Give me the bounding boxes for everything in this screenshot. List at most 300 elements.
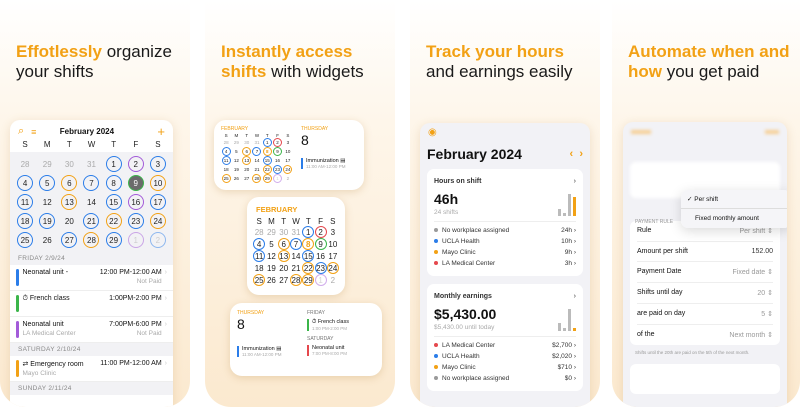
event-row[interactable]	[10, 317, 173, 343]
day-number: 1	[315, 274, 327, 286]
headline-text: Instantly access	[221, 42, 353, 61]
row-value[interactable]: Next month ⇕	[729, 332, 773, 339]
calendar-day[interactable]	[147, 194, 169, 210]
calendar-day[interactable]	[327, 274, 339, 286]
breakdown-row[interactable]	[434, 225, 576, 236]
calendar-day[interactable]	[252, 147, 262, 156]
calendar-day[interactable]	[314, 226, 326, 238]
breakdown-value: 9h ›	[564, 249, 576, 256]
form-row[interactable]	[637, 304, 773, 325]
weekday-label: W	[292, 217, 300, 226]
card-title: Hours on shift	[434, 178, 482, 185]
headline-text: and earnings easily	[426, 62, 573, 81]
calendar-day[interactable]	[147, 156, 169, 172]
calendar-day[interactable]	[278, 262, 290, 274]
section-header: SUNDAY 2/11/24	[10, 382, 173, 395]
event-time-info	[100, 360, 161, 377]
weekday-label: S	[155, 140, 161, 149]
event-title: Neonatal unit	[22, 321, 64, 328]
breakdown-value: $0 ›	[564, 375, 576, 382]
eye-icon[interactable]: ◉	[428, 127, 437, 138]
day-number: 18	[254, 263, 264, 273]
mini-bar-chart	[558, 309, 576, 331]
day-number: 20	[64, 216, 74, 226]
workplace-name: Mayo Clinic	[434, 364, 476, 371]
card-header	[434, 291, 576, 302]
calendar-day[interactable]	[80, 232, 102, 248]
day-number: 16	[275, 158, 281, 163]
calendar-day[interactable]	[231, 156, 241, 165]
chevron-right-icon[interactable]: ›	[164, 360, 167, 367]
calendar-day[interactable]	[253, 226, 265, 238]
calendar-day[interactable]	[278, 274, 290, 286]
event-time: 7:00PM-6:00 PM	[109, 321, 162, 328]
chart-bar	[558, 323, 561, 331]
calendar-day[interactable]	[103, 194, 125, 210]
workplace-dot	[434, 354, 438, 358]
calendar-day[interactable]	[80, 175, 102, 191]
day-number: 19	[39, 213, 55, 229]
day-number: 12	[233, 158, 239, 163]
prev-month-chevron-icon[interactable]: ‹	[569, 148, 574, 160]
form-row[interactable]	[637, 283, 773, 304]
day-number: 5	[39, 175, 55, 191]
chart-bar	[558, 209, 561, 216]
day-number: 7	[290, 238, 302, 250]
	[434, 302, 496, 331]
workplace-dot	[434, 250, 438, 254]
day-number: 25	[254, 275, 264, 285]
calendar-day[interactable]	[103, 213, 125, 229]
calendar-day[interactable]	[272, 147, 282, 156]
row-label: are paid on day	[637, 310, 686, 317]
day-number: 15	[264, 158, 270, 163]
earnings-card[interactable]	[427, 284, 583, 391]
chevron-right-icon[interactable]: ›	[164, 321, 167, 328]
calendar-day[interactable]	[125, 194, 147, 210]
form-row[interactable]	[637, 262, 773, 283]
chevron-right-icon[interactable]: ›	[573, 293, 576, 300]
calendar-day[interactable]	[80, 156, 102, 172]
weekday-label: M	[234, 133, 239, 138]
event-time: 7:00 PM-8:00 PM	[312, 351, 348, 356]
day-number: 14	[254, 158, 260, 163]
day-number: 28	[83, 232, 99, 248]
calendar-day[interactable]	[36, 175, 58, 191]
event-row[interactable]	[10, 291, 173, 317]
day-number: 29	[264, 176, 270, 181]
calendar-day[interactable]	[14, 194, 36, 210]
workplace-name: UCLA Health	[434, 353, 480, 360]
calendar-day[interactable]	[36, 194, 58, 210]
workplace-name: LA Medical Center	[434, 260, 495, 267]
calendar-day[interactable]	[283, 138, 293, 147]
calendar-day[interactable]	[221, 138, 231, 147]
calendar-day[interactable]	[290, 250, 302, 262]
small-widget[interactable]	[247, 197, 345, 295]
weekday-label: F	[318, 217, 323, 226]
calendar-day[interactable]	[290, 226, 302, 238]
calendar-day[interactable]	[283, 165, 293, 174]
calendar-day[interactable]	[242, 147, 252, 156]
calendar-day[interactable]	[265, 226, 277, 238]
day-number: 23	[128, 213, 144, 229]
event-info	[23, 360, 101, 377]
calendar-day[interactable]	[252, 174, 262, 183]
chevron-right-icon[interactable]: ›	[573, 178, 576, 185]
day-number: 6	[61, 175, 77, 191]
card-value: $5,430.00	[434, 306, 497, 322]
calendar-day[interactable]	[314, 238, 326, 250]
earnings-screen	[420, 123, 590, 407]
calendar-day[interactable]	[221, 147, 231, 156]
row-value[interactable]: 152.00	[751, 248, 773, 255]
calendar-day[interactable]	[252, 156, 262, 165]
day-number: 12	[42, 197, 52, 207]
weekday-label: M	[268, 217, 275, 226]
calendar-day[interactable]	[80, 194, 102, 210]
section-label: PAYMENT RULE	[635, 219, 674, 225]
day-number: 2	[286, 176, 290, 181]
thursday-day: 8	[301, 132, 309, 148]
panel-earnings	[410, 0, 600, 407]
thursday-day: 8	[237, 316, 245, 332]
calendar-day[interactable]	[58, 213, 80, 229]
calendar-day[interactable]	[231, 147, 241, 156]
section-header: FRIDAY 2/9/24	[10, 252, 173, 265]
row-label: Shifts until day	[637, 289, 683, 296]
breakdown-row[interactable]	[434, 247, 576, 258]
day-number: 27	[244, 176, 250, 181]
calendar-screen	[10, 120, 173, 407]
payment-screen	[623, 122, 787, 407]
calendar-day[interactable]	[302, 226, 314, 238]
calendar-day[interactable]	[36, 156, 58, 172]
day-number: 12	[266, 251, 276, 261]
calendar-day[interactable]	[253, 250, 265, 262]
saturday-label: SATURDAY	[307, 336, 334, 342]
calendar-day[interactable]	[58, 175, 80, 191]
payment-status: Not Paid	[136, 278, 162, 285]
calendar-day[interactable]	[221, 174, 231, 183]
payment-status: Not Paid	[136, 330, 162, 337]
calendar-day[interactable]	[36, 232, 58, 248]
weekday-label: T	[281, 217, 287, 226]
calendar-day[interactable]	[272, 174, 282, 183]
day-number: 23	[316, 263, 326, 273]
large-widget[interactable]	[230, 303, 382, 376]
day-number: 4	[17, 175, 33, 191]
rule-dropdown-menu	[681, 190, 787, 228]
event-time: 11:00 AM-12:00 PM	[306, 164, 346, 169]
calendar-day[interactable]	[252, 165, 262, 174]
chevron-right-icon[interactable]: ›	[164, 269, 167, 276]
day-number: 28	[254, 227, 264, 237]
calendar-day[interactable]	[262, 138, 272, 147]
calendar-day[interactable]	[103, 232, 125, 248]
calendar-day[interactable]	[290, 238, 302, 250]
filter-icon[interactable]: ≡	[31, 126, 37, 137]
chart-bar	[573, 197, 576, 216]
calendar-day[interactable]	[231, 138, 241, 147]
day-number: 10	[150, 175, 166, 191]
breakdown-row[interactable]	[434, 258, 576, 269]
calendar-day[interactable]	[262, 156, 272, 165]
day-number: 13	[244, 158, 250, 163]
row-value[interactable]: Per shift ⇕	[739, 228, 773, 235]
day-number: 4	[253, 238, 265, 250]
event-time-info	[100, 269, 162, 286]
menu-item-fixed-monthly[interactable]: Fixed monthly amount	[695, 215, 759, 222]
card-value: 46h	[434, 191, 459, 207]
weekday-label: F	[276, 133, 279, 138]
event-color-bar	[16, 321, 19, 338]
weekday-label: F	[133, 140, 139, 149]
calendar-day[interactable]	[253, 262, 265, 274]
day-number: 3	[286, 140, 290, 145]
calendar-day[interactable]	[242, 138, 252, 147]
calendar-day[interactable]	[272, 138, 282, 147]
menu-item-per-shift[interactable]: ✓ Per shift	[681, 190, 787, 209]
breakdown-value: $2,700 ›	[552, 342, 576, 349]
day-number: 25	[17, 232, 33, 248]
calendar-day[interactable]	[262, 147, 272, 156]
event-title: ⏱ French class	[22, 295, 70, 302]
calendar-day[interactable]	[58, 194, 80, 210]
breakdown-row[interactable]	[434, 236, 576, 247]
calendar-day[interactable]	[125, 232, 147, 248]
calendar-day[interactable]	[283, 156, 293, 165]
day-number: 10	[328, 239, 338, 249]
calendar-day[interactable]	[302, 274, 314, 286]
calendar-day[interactable]	[302, 262, 314, 274]
calendar-day[interactable]	[327, 226, 339, 238]
calendar-day[interactable]	[278, 250, 290, 262]
calendar-day[interactable]	[265, 238, 277, 250]
day-number: 26	[42, 235, 52, 245]
day-number: 19	[266, 263, 276, 273]
weekday-label: W	[254, 133, 260, 138]
day-number: 1	[128, 232, 144, 248]
weekday-label: T	[245, 133, 249, 138]
day-number: 16	[128, 194, 144, 210]
calendar-day[interactable]	[327, 238, 339, 250]
panel-payment	[612, 0, 800, 407]
calendar-day[interactable]	[314, 250, 326, 262]
event-row[interactable]	[10, 356, 173, 382]
calendar-day[interactable]	[14, 156, 36, 172]
weekday-label: S	[286, 133, 290, 138]
event-row[interactable]	[10, 265, 173, 291]
day-number: 3	[330, 227, 336, 237]
calendar-day[interactable]	[272, 165, 282, 174]
headline-text: organize	[101, 42, 172, 61]
day-number: 29	[233, 140, 239, 145]
calendar-day[interactable]	[265, 274, 277, 286]
payment-rule-group	[630, 221, 780, 345]
day-number: 13	[61, 194, 77, 210]
calendar-day[interactable]	[290, 262, 302, 274]
breakdown-value: $2,020 ›	[552, 353, 576, 360]
day-number: 29	[42, 159, 52, 169]
form-row[interactable]	[637, 242, 773, 262]
event-title: ⇄ Emergency room	[22, 361, 84, 368]
month-grid	[10, 152, 173, 252]
event-location: LA Medical Center	[22, 330, 76, 337]
hours-card[interactable]	[427, 169, 583, 276]
card-summary	[434, 302, 576, 337]
calendar-day[interactable]	[262, 165, 272, 174]
	[434, 187, 458, 216]
breakdown-value: 10h ›	[561, 238, 576, 245]
calendar-day[interactable]	[231, 165, 241, 174]
day-number: 28	[223, 140, 229, 145]
calendar-day[interactable]	[265, 262, 277, 274]
calendar-day[interactable]	[147, 175, 169, 191]
day-number: 5	[235, 149, 238, 154]
calendar-day[interactable]	[302, 250, 314, 262]
event-location: Mayo Clinic	[22, 370, 57, 377]
day-number: 16	[316, 251, 326, 261]
day-number: 24	[328, 263, 338, 273]
breakdown-row[interactable]	[434, 362, 576, 373]
row-value[interactable]: Fixed date ⇕	[732, 269, 773, 276]
day-number: 8	[263, 147, 272, 156]
weekday-label: M	[43, 140, 51, 149]
event-info	[23, 269, 100, 286]
day-number: 28	[254, 176, 260, 181]
calendar-day[interactable]	[80, 213, 102, 229]
row-label: of the	[637, 331, 655, 338]
calendar-day[interactable]	[147, 232, 169, 248]
event-color-bar	[16, 295, 19, 312]
calendar-day[interactable]	[14, 213, 36, 229]
calendar-day[interactable]	[147, 213, 169, 229]
calendar-day[interactable]	[242, 174, 252, 183]
day-number: 29	[303, 275, 313, 285]
row-label: Amount per shift	[637, 248, 688, 255]
chart-bar	[563, 328, 566, 331]
calendar-day[interactable]	[314, 274, 326, 286]
breakdown-row[interactable]	[434, 373, 576, 384]
card-subtitle: 24 shifts	[434, 209, 459, 216]
workplace-dot	[434, 343, 438, 347]
chart-bar	[563, 213, 566, 216]
calendar-day[interactable]	[58, 232, 80, 248]
calendar-day[interactable]	[103, 175, 125, 191]
event-title: Immunization ▤	[242, 346, 282, 352]
headline-text: Automate when and	[628, 42, 790, 61]
event-time: 11:00 AM-12:00 PM	[242, 352, 282, 357]
search-icon[interactable]: ⌕	[18, 125, 25, 137]
calendar-day[interactable]	[125, 156, 147, 172]
calendar-day[interactable]	[14, 232, 36, 248]
calendar-day[interactable]	[221, 156, 231, 165]
calendar-day[interactable]	[252, 138, 262, 147]
calendar-day[interactable]	[314, 262, 326, 274]
next-month-chevron-icon[interactable]: ›	[579, 148, 583, 160]
card-header	[434, 176, 576, 187]
day-number: 17	[285, 158, 291, 163]
workplace-name: UCLA Health	[434, 238, 480, 245]
medium-widget[interactable]	[214, 120, 364, 190]
calendar-day[interactable]	[242, 165, 252, 174]
calendar-day[interactable]	[302, 238, 314, 250]
calendar-day[interactable]	[327, 262, 339, 274]
chart-bar	[568, 309, 571, 331]
calendar-day[interactable]	[283, 174, 293, 183]
thursday-label: THURSDAY	[301, 126, 329, 132]
chart-bar	[573, 328, 576, 331]
calendar-day[interactable]	[14, 175, 36, 191]
calendar-day[interactable]	[253, 238, 265, 250]
weekday-label: T	[305, 217, 311, 226]
notes-field[interactable]	[630, 364, 780, 394]
day-number: 2	[128, 156, 144, 172]
chevron-right-icon[interactable]: ›	[164, 295, 167, 302]
row-value[interactable]: 5 ⇕	[761, 311, 773, 318]
month-title: February 2024	[59, 127, 115, 136]
calendar-day[interactable]	[58, 156, 80, 172]
event-time: 11:00 PM-12:00 AM	[100, 360, 162, 367]
calendar-day[interactable]	[283, 147, 293, 156]
day-number: 28	[291, 275, 301, 285]
calendar-day[interactable]	[36, 213, 58, 229]
friday-label: FRIDAY	[307, 310, 325, 316]
calendar-day[interactable]	[231, 174, 241, 183]
event-title: Neonatal unit -	[22, 269, 69, 276]
day-number: 21	[291, 263, 301, 273]
calendar-day[interactable]	[327, 250, 339, 262]
calendar-day[interactable]	[290, 274, 302, 286]
form-row[interactable]	[637, 325, 773, 345]
day-number: 22	[303, 263, 313, 273]
day-number: 20	[244, 167, 250, 172]
card-subtitle: $5,430.00 until today	[434, 324, 495, 331]
plus-icon[interactable]: +	[157, 124, 165, 139]
breakdown-row[interactable]	[434, 351, 576, 362]
row-value[interactable]: 20 ⇕	[757, 290, 773, 297]
day-number: 27	[279, 275, 289, 285]
calendar-day[interactable]	[278, 238, 290, 250]
calendar-day[interactable]	[265, 250, 277, 262]
calendar-day[interactable]	[221, 165, 231, 174]
day-number: 5	[269, 239, 274, 249]
calendar-day[interactable]	[262, 174, 272, 183]
row-label: Rule	[637, 227, 652, 234]
day-number: 9	[315, 238, 327, 250]
day-number: 14	[87, 197, 96, 207]
thursday-label: THURSDAY	[237, 310, 265, 316]
calendar-day[interactable]	[253, 274, 265, 286]
headline-text: how	[628, 62, 662, 81]
calendar-day[interactable]	[272, 156, 282, 165]
calendar-day[interactable]	[242, 156, 252, 165]
breakdown-row[interactable]	[434, 340, 576, 351]
calendar-day[interactable]	[125, 213, 147, 229]
day-number: 27	[61, 232, 77, 248]
weekday-header	[10, 140, 173, 152]
weekday-label: T	[265, 133, 269, 138]
calendar-day[interactable]	[125, 175, 147, 191]
headline	[426, 42, 572, 82]
headline-text: you get paid	[662, 62, 760, 81]
calendar-day[interactable]	[103, 156, 125, 172]
event-time: 1:00 PM-2:00 PM	[312, 326, 348, 331]
calendar-day[interactable]	[278, 226, 290, 238]
day-number: 24	[150, 213, 166, 229]
day-number: 22	[106, 213, 122, 229]
